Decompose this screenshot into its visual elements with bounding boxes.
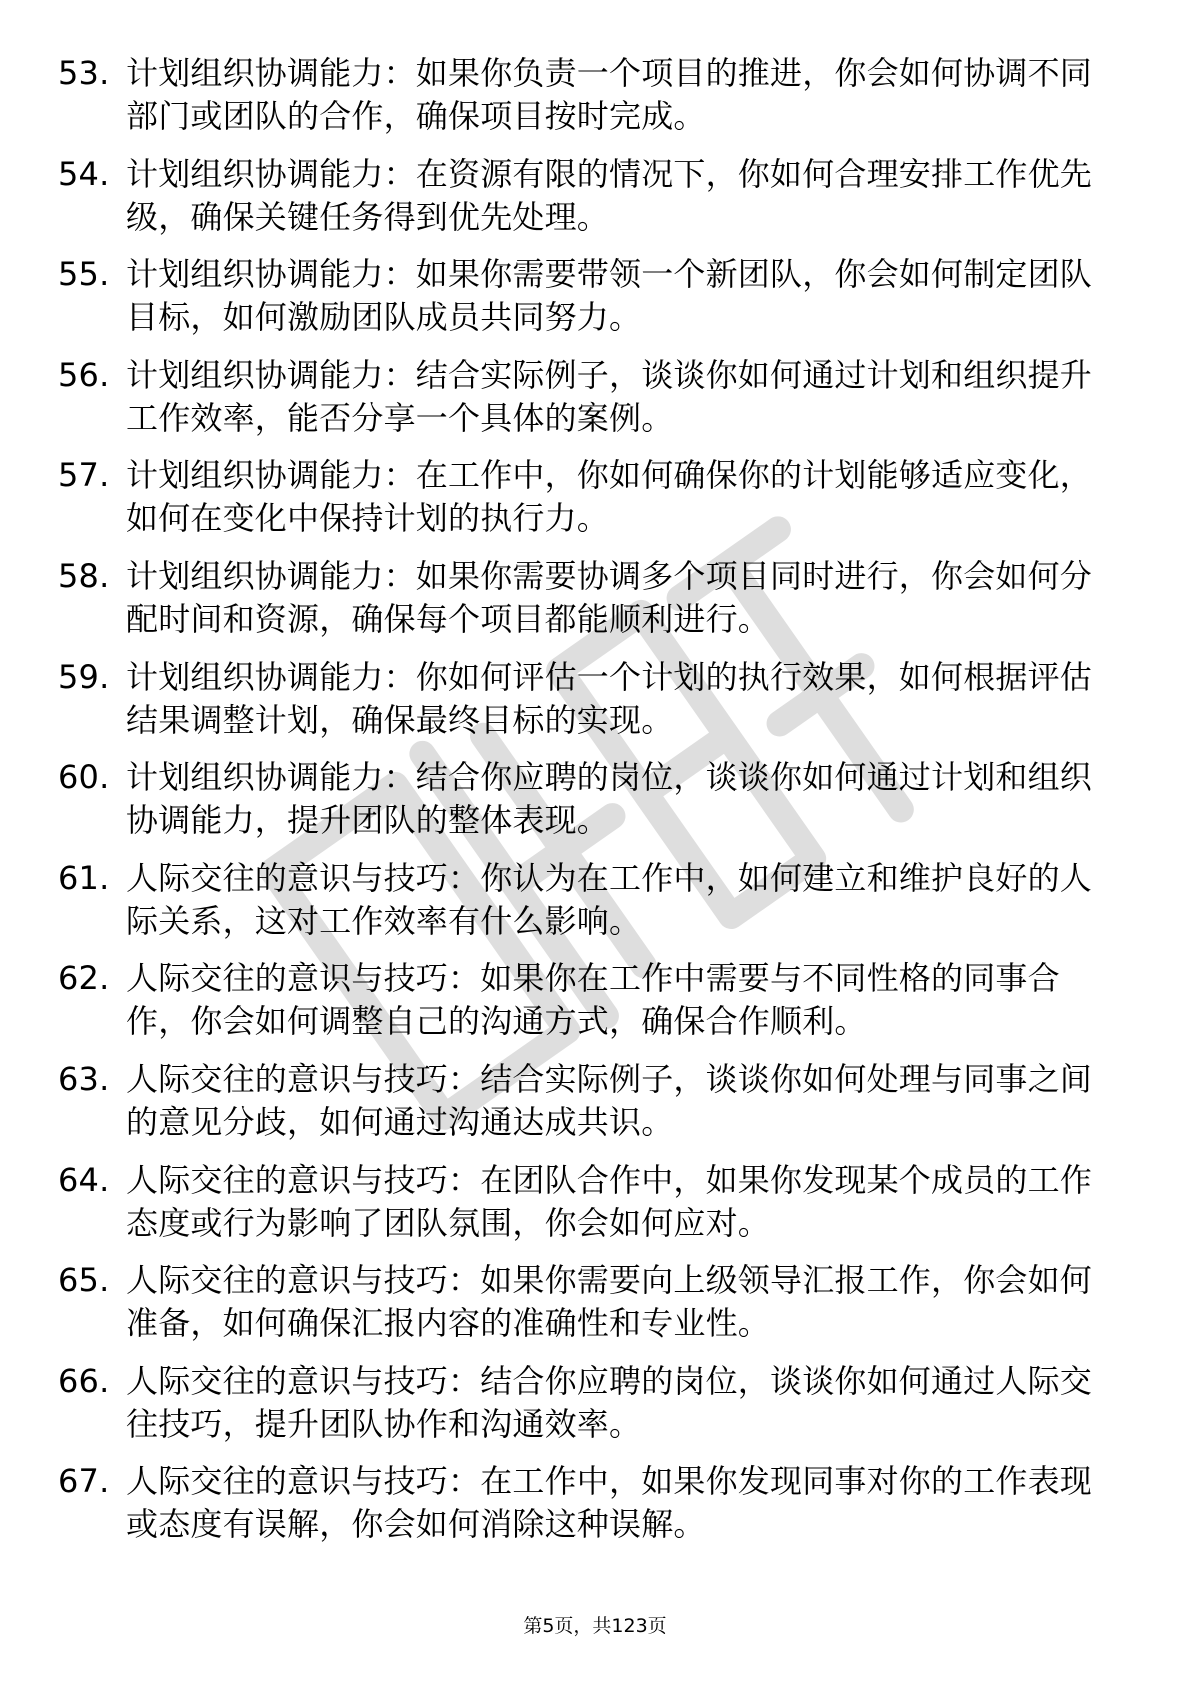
question-text: 计划组织协调能力：在工作中，你如何确保你的计划能够适应变化，如何在变化中保持计划的执行力。 — [126, 456, 1093, 538]
question-text: 计划组织协调能力：如果你需要带领一个新团队，你会如何制定团队目标，如何激励团队成员共同努力。 — [126, 255, 1093, 337]
question-item — [58, 1259, 1120, 1345]
question-text: 人际交往的意识与技巧：在工作中，如果你发现同事对你的工作表现或态度有误解，你会如何消除这种误解。 — [126, 1462, 1093, 1544]
question-item — [58, 1159, 1120, 1245]
question-number: 66. — [58, 1361, 110, 1400]
question-number: 54. — [58, 154, 110, 193]
question-item — [58, 957, 1120, 1043]
question-item — [58, 454, 1120, 540]
question-text: 人际交往的意识与技巧：你认为在工作中，如何建立和维护良好的人际关系，这对工作效率有什么影响。 — [126, 858, 1093, 940]
question-item — [58, 555, 1120, 641]
question-number: 53. — [58, 54, 110, 92]
question-item — [58, 1360, 1120, 1446]
question-number: 63. — [58, 1059, 110, 1098]
question-item — [58, 656, 1120, 742]
question-item — [58, 756, 1120, 842]
question-list — [58, 52, 1120, 1561]
question-item — [58, 1058, 1120, 1144]
question-number: 65. — [58, 1261, 110, 1300]
question-number: 57. — [58, 456, 110, 495]
question-number: 64. — [58, 1160, 110, 1199]
question-number: 56. — [58, 355, 110, 394]
question-text: 人际交往的意识与技巧：在团队合作中，如果你发现某个成员的工作态度或行为影响了团队氛围，你会如何应对。 — [126, 1160, 1093, 1242]
question-item — [58, 1460, 1120, 1546]
question-text: 计划组织协调能力：如果你需要协调多个项目同时进行，你会如何分配时间和资源，确保每个项目都能顺利进行。 — [126, 556, 1093, 638]
question-number: 62. — [58, 959, 110, 998]
question-item — [58, 253, 1120, 339]
question-number: 58. — [58, 556, 110, 595]
question-text: 人际交往的意识与技巧：结合你应聘的岗位，谈谈你如何通过人际交往技巧，提升团队协作和沟通效率。 — [126, 1361, 1093, 1443]
page-footer: 第5页，共123页 — [523, 1615, 667, 1637]
question-text: 人际交往的意识与技巧：如果你在工作中需要与不同性格的同事合作，你会如何调整自己的沟通方式，确保合作顺利。 — [126, 959, 1060, 1041]
question-text: 人际交往的意识与技巧：结合实际例子，谈谈你如何处理与同事之间的意见分歧，如何通过沟通达成共识。 — [126, 1059, 1093, 1141]
question-item — [58, 354, 1120, 440]
question-number: 67. — [58, 1462, 110, 1501]
question-number: 60. — [58, 758, 110, 797]
question-text: 计划组织协调能力：结合你应聘的岗位，谈谈你如何通过计划和组织协调能力，提升团队的整体表现。 — [126, 758, 1093, 840]
question-item — [58, 153, 1120, 239]
question-text: 计划组织协调能力：你如何评估一个计划的执行效果，如何根据评估结果调整计划，确保最终目标的实现。 — [126, 657, 1093, 739]
question-number: 55. — [58, 255, 110, 294]
question-item — [58, 857, 1120, 943]
question-text: 人际交往的意识与技巧：如果你需要向上级领导汇报工作，你会如何准备，如何确保汇报内容的准确性和专业性。 — [126, 1261, 1093, 1343]
question-text: 计划组织协调能力：在资源有限的情况下，你如何合理安排工作优先级，确保关键任务得到优先处理。 — [126, 154, 1093, 236]
question-item — [58, 52, 1120, 138]
question-text: 计划组织协调能力：结合实际例子，谈谈你如何通过计划和组织提升工作效率，能否分享一个具体的案例。 — [126, 355, 1093, 437]
question-text: 计划组织协调能力：如果你负责一个项目的推进，你会如何协调不同部门或团队的合作，确保项目按时完成。 — [126, 54, 1093, 135]
question-number: 61. — [58, 858, 110, 897]
question-number: 59. — [58, 657, 110, 696]
